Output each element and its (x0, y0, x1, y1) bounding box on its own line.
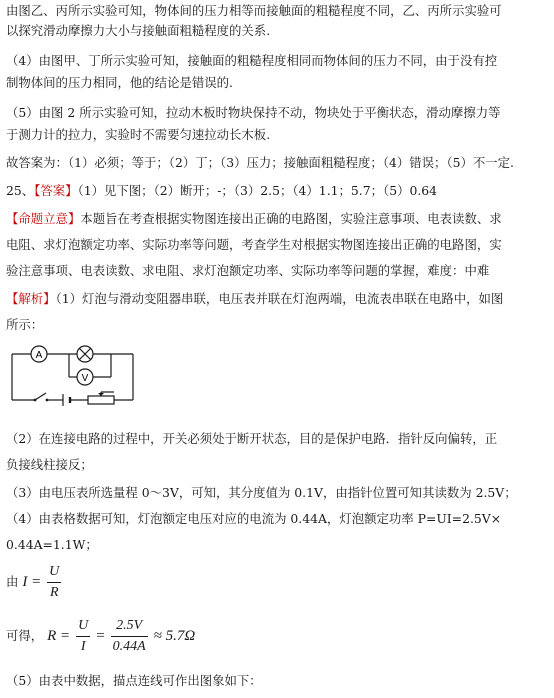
fraction-numerator: U (47, 562, 61, 583)
fraction-values (111, 616, 148, 657)
voltmeter-label: V (81, 373, 89, 384)
rheostat-icon (88, 396, 114, 404)
analysis-tag: 【解析】 (6, 291, 56, 306)
fraction-u-over-r (47, 562, 61, 603)
line-18: 0.44A=1.1W； (6, 537, 98, 552)
line-15: 负接线柱接反； (6, 457, 93, 472)
fraction-numerator-3: 2.5V (111, 616, 148, 637)
circuit-diagram (8, 340, 138, 416)
line-6: 于测力计的拉力，实验时不需要匀速拉动长木板. (6, 127, 271, 142)
switch-lever (35, 393, 46, 400)
fraction-numerator-2: U (76, 616, 90, 637)
intent-tag: 【命题立意】 (6, 211, 81, 226)
line-1: 由图乙、丙所示实验可知，物体间的压力相等而接触面的粗糙程度不同，乙、丙所示实验可 (6, 3, 502, 18)
formula-equals: = (96, 628, 105, 644)
formula-prefix: 由 (6, 574, 19, 589)
answer-text: （1）见下图；（2）断开；-；（3）2.5；（4）1.1；5.7；（5）0.64 (77, 183, 438, 198)
line-8 (6, 182, 437, 200)
line-13: 所示： (6, 317, 44, 332)
line-9 (6, 210, 502, 228)
line-4: 制物体间的压力相同，他的结论是错误的. (6, 75, 233, 90)
formula-ohm (6, 562, 63, 603)
line-2: 以探究滑动摩擦力大小与接触面粗糙程度的关系. (6, 23, 271, 38)
intent-text: 本题旨在考查根据实物图连接出正确的电路图，实验注意事项、电表读数、求 (80, 211, 502, 226)
line-12 (6, 290, 503, 308)
answer-tag: 【答案】 (34, 183, 78, 198)
formula-lhs-2: R = (47, 628, 71, 644)
formula-lhs: I = (22, 574, 42, 590)
fraction-denominator: R (49, 585, 59, 600)
line-14: （2）在连接电路的过程中，开关必须处于断开状态，目的是保护电路．指针反向偏转，正 (6, 431, 498, 446)
line-17: （4）由表格数据可知，灯泡额定电压对应的电流为 0.44A，灯泡额定功率 P=UI=2.5V× (6, 511, 502, 526)
formula-resistance (6, 616, 195, 657)
question-number: 25、 (6, 183, 35, 198)
fraction-denominator-2: I (80, 639, 86, 654)
line-21: （5）由表中数据，描点连线可作出图象如下： (6, 673, 262, 688)
line-10: 电阻、求灯泡额定功率、实际功率等问题，考查学生对根据实物图连接出正确的电路图，实 (6, 237, 502, 252)
ammeter-label: A (35, 350, 43, 361)
line-5: （5）由图 2 所示实验可知，拉动木板时物块保持不动，物块处于平衡状态，滑动摩擦力等 (6, 105, 501, 120)
line-3: （4）由图甲、丁所示实验可知，接触面的粗糙程度相同而物体间的压力不同，由于没有控 (6, 53, 498, 68)
formula-prefix-2: 可得， (6, 628, 44, 643)
line-11: 验注意事项、电表读数、求电阻、求灯泡额定功率、实际功率等问题的掌握，难度：中难 (6, 263, 490, 278)
fraction-denominator-3: 0.44A (112, 639, 146, 654)
formula-result: ≈ 5.7Ω (153, 628, 196, 644)
analysis-text: （1）灯泡与滑动变阻器串联，电压表并联在灯泡两端，电流表串联在电路中，如图 (55, 291, 504, 306)
line-7: 故答案为：（1）必须；等于；（2）丁；（3）压力；接触面粗糙程度；（4）错误；（5）不一定. (6, 155, 514, 170)
line-16: （3）由电压表所选量程 0～3V，可知，其分度值为 0.1V，由指针位置可知其读数为 2.5V； (6, 485, 517, 500)
fraction-u-over-i (76, 616, 90, 657)
